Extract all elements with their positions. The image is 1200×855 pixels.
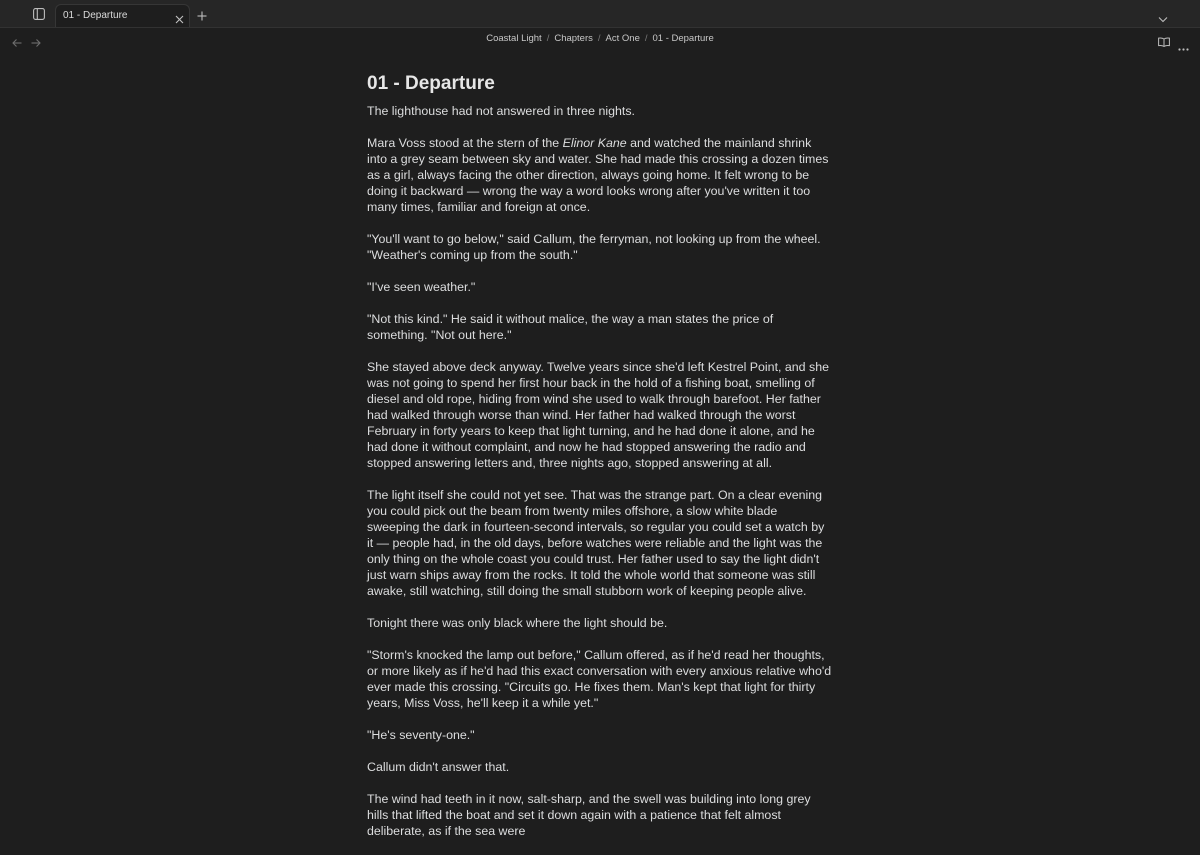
view-header: [0, 28, 1200, 52]
close-icon[interactable]: [175, 11, 184, 20]
book-open-icon[interactable]: [1158, 34, 1170, 44]
paragraph-text: and watched the mainland shrink into a grey seam between sky and water. She had made this crossing a dozen times as a girl, always facing the other direction, always going home. It felt wrong to be doing it backward — wrong the way a word looks wrong after you've written it too many times, familiar and foreign at once.: [367, 136, 829, 214]
note-title[interactable]: 01 - Departure: [367, 73, 495, 94]
paragraph: Callum didn't answer that.: [367, 760, 510, 774]
breadcrumb-separator: /: [546, 33, 550, 44]
breadcrumb: [0, 33, 1200, 44]
paragraph: The wind had teeth in it now, salt-sharp, and the swell was building into long grey hills that lifted the boat and set it down again with a patience that felt almost deliberate, as if the sea were: [367, 792, 811, 838]
paragraph: The lighthouse had not answered in three nights.: [367, 104, 635, 118]
paragraph-text: Mara Voss stood at the stern of the: [367, 136, 563, 150]
paragraph: "I've seen weather.": [367, 280, 476, 294]
note-body[interactable]: [367, 103, 833, 839]
tab-bar: [0, 0, 1200, 28]
plus-icon[interactable]: [197, 8, 207, 18]
paragraph: "Not this kind." He said it without malice, the way a man states the price of something. "Not out here.": [367, 312, 774, 342]
more-options-icon[interactable]: [1178, 38, 1189, 41]
tab-active[interactable]: [55, 4, 190, 27]
paragraph: "Storm's knocked the lamp out before," Callum offered, as if he'd read her thoughts, or more likely as if he'd had this exact conversation with every anxious relative who'd ever made this crossing. "Circuits go. He fixes them. Man's kept that light for thirty years, Miss Voss, he'll keep it a while yet.": [367, 648, 832, 710]
chevron-down-icon[interactable]: [1158, 10, 1168, 17]
paragraph: She stayed above deck anyway. Twelve years since she'd left Kestrel Point, and she was not going to spend her first hour back in the hold of a fishing boat, smelling of diesel and old rope, hiding from wind she used to walk through barefoot. Her father had walked through worse than wind. Her father had walked through the worst February in forty years to keep that light turning, and he had done it alone, and he had done it without complaint, and now he had stopped answering the radio and stopped answering letters and, three nights ago, stopped answering at all.: [367, 360, 829, 470]
paragraph: [367, 135, 833, 215]
paragraph: "You'll want to go below," said Callum, the ferryman, not looking up from the wheel. "Weather's coming up from the south.": [367, 232, 821, 262]
paragraph: Tonight there was only black where the light should be.: [367, 616, 668, 630]
breadcrumb-item-act-one[interactable]: Act One: [605, 33, 640, 44]
paragraph: "He's seventy-one.": [367, 728, 475, 742]
italic-text: Elinor Kane: [562, 136, 627, 150]
breadcrumb-item-current-note[interactable]: 01 - Departure: [652, 33, 714, 44]
breadcrumb-separator: /: [644, 33, 648, 44]
note-content[interactable]: [367, 72, 833, 855]
tab-title: 01 - Departure: [63, 10, 128, 21]
breadcrumb-item-vault[interactable]: Coastal Light: [486, 33, 542, 44]
sidebar-toggle-icon[interactable]: [33, 7, 45, 19]
paragraph: The light itself she could not yet see. That was the strange part. On a clear evening you could pick out the beam from twenty miles offshore, a slow white blade sweeping the dark in fourteen-second intervals, so regular you could set a watch by it — people had, in the old days, before watches were reliable and the light was the only thing on the whole coast you could trust. Her father used to say the light didn't just warn ships away from the rocks. It told the whole world that someone was still awake, still watching, still doing the small stubborn work of keeping people alive.: [367, 488, 825, 598]
breadcrumb-item-chapters[interactable]: Chapters: [554, 33, 593, 44]
breadcrumb-separator: /: [597, 33, 601, 44]
